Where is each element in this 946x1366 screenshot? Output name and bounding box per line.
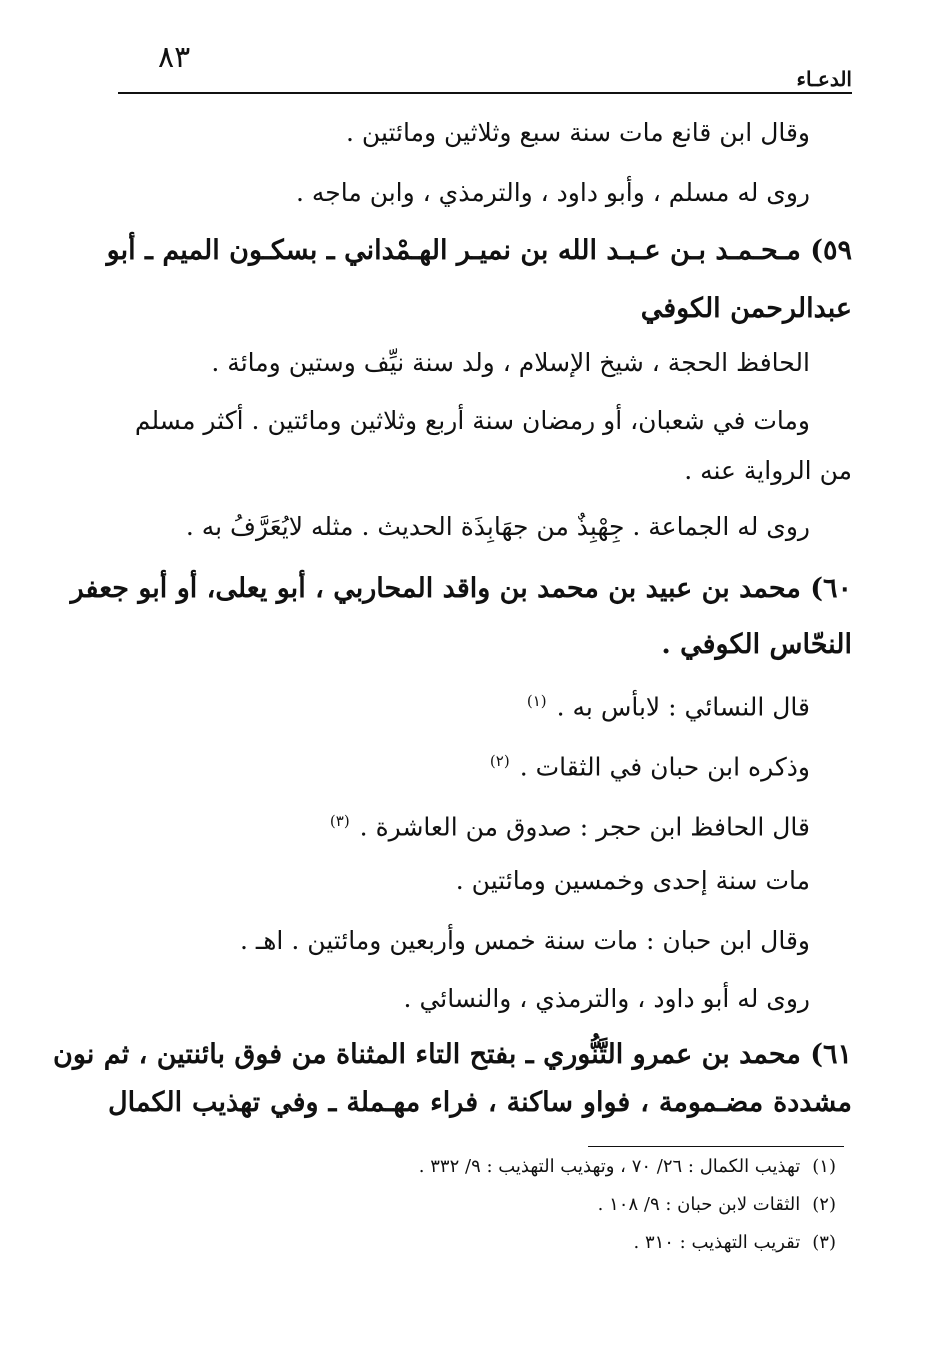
header-rule	[118, 92, 852, 94]
footnote-ref: (١)	[526, 692, 547, 710]
text-line: ومات في شعبان، أو رمضان سنة أربع وثلاثين ومائتين . أكثر مسلم	[134, 406, 810, 435]
text-line: الحافظ الحجة ، شيخ الإسلام ، ولد سنة نيِّف وستين ومائة .	[211, 348, 810, 377]
text-line: قال الحافظ ابن حجر : صدوق من العاشرة .$^{(٣)}$	[329, 812, 810, 842]
entry-heading-60: ٦٠) محمد بن عبيد بن محمد بن واقد المحاربي ، أبو يعلى، أو أبو جعفر	[70, 573, 852, 604]
text-line: وقال ابن حبان : مات سنة خمس وأربعين ومائتين . اهـ .	[240, 926, 810, 955]
entry-heading-59-cont: عبدالرحمن الكوفي	[640, 293, 852, 324]
text-line: قال النسائي : لابأس به .$^{(١)}$	[526, 692, 810, 722]
page-header	[118, 40, 852, 96]
footnote-1: (١)تهذيب الكمال : ٢٦/ ٧٠ ، وتهذيب التهذيب : ٩/ ٣٣٢ .	[418, 1156, 836, 1177]
text-line: وذكره ابن حبان في الثقات .$^{(٢)}$	[489, 752, 810, 782]
text-line: روى له أبو داود ، والترمذي ، والنسائي .	[403, 984, 810, 1013]
text-line: من الرواية عنه .	[684, 456, 852, 485]
text-line: وقال ابن قانع مات سنة سبع وثلاثين ومائتين .	[346, 118, 810, 147]
entry-heading-61: ٦١) محمد بن عمرو التَّنُّوري ـ بفتح التاء المثناة من فوق بائنتين ، ثم نون	[53, 1039, 852, 1070]
text-line: روى له مسلم ، وأبو داود ، والترمذي ، وابن ماجه .	[295, 178, 810, 207]
entry-heading-61-cont: مشددة مضـمومة ، فواو ساكنة ، فراء مهـملة ـ وفي تهذيب الكمال	[108, 1087, 852, 1118]
running-title: الدعـاء	[796, 67, 852, 91]
text-line: روى له الجماعة . جِهْبِذٌ من جهَابِذَة الحديث . مثله لايُعَرَّفُ به .	[185, 512, 810, 541]
footnote-3: (٣)تقريب التهذيب : ٣١٠ .	[633, 1232, 836, 1253]
footnote-ref: (٣)	[329, 812, 350, 830]
footnote-ref: (٢)	[489, 752, 510, 770]
page-number: ٨٣	[158, 40, 191, 75]
entry-heading-59: ٥٩) مـحـمـد بـن عـبـد الله بن نميـر الهـمْداني ـ بسكـون الميم ـ أبو	[106, 235, 852, 266]
footnotes	[419, 1156, 836, 1270]
entry-heading-60-cont: النحّاس الكوفي .	[661, 629, 852, 660]
text-line: مات سنة إحدى وخمسين ومائتين .	[455, 866, 810, 895]
footnote-separator	[588, 1146, 844, 1147]
footnote-2: (٢)الثقات لابن حبان : ٩/ ١٠٨ .	[597, 1194, 836, 1215]
